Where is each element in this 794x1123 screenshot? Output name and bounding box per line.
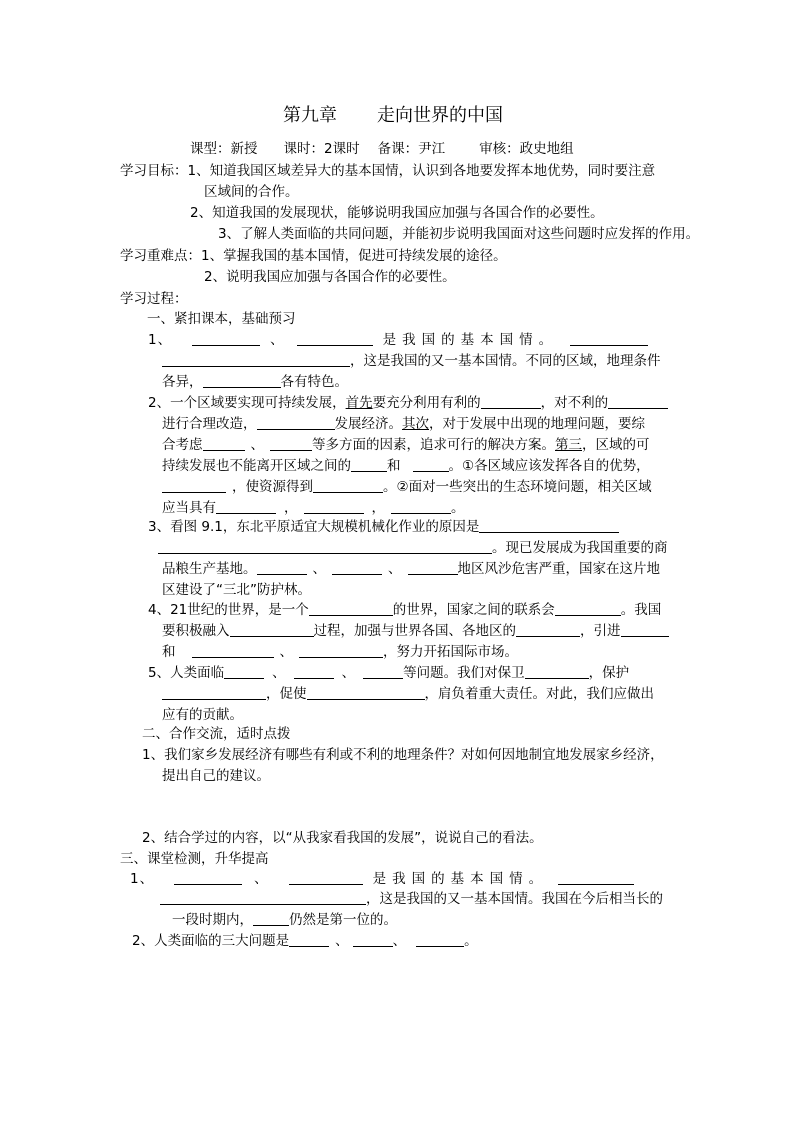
q5-line-1: 5、人类面临 、 、 等问题。我们对保卫 ，保护 — [148, 665, 630, 681]
key-label: 学习重难点： — [120, 248, 201, 264]
blank[interactable] — [391, 498, 451, 514]
q3-line-1: 3、看图 9.1，东北平原适宜大规模机械化作业的原因是 — [148, 517, 619, 537]
goals-line-1b: 区域间的合作。 — [204, 184, 299, 200]
blank[interactable] — [253, 910, 289, 926]
blank[interactable] — [270, 435, 312, 451]
blank[interactable] — [203, 372, 281, 388]
goals-line-1: 学习目标：1、知道我国区域差异大的基本国情，认识到各地要发挥本地优势，同时要注意 — [120, 163, 656, 179]
lesson-type: 课型：新授 — [190, 141, 258, 157]
q3-line-3: 品粮生产基地。 、 、 地区风沙危害严重，国家在这片地 — [162, 561, 660, 577]
q3-line-4: 区建设了“三北”防护林。 — [162, 582, 311, 598]
blank[interactable] — [257, 414, 335, 430]
page-title — [283, 104, 503, 128]
blank[interactable] — [162, 684, 266, 700]
blank[interactable] — [332, 559, 382, 575]
t1-line-2: ，这是我国的又一基本国情。我国在今后相当长的 — [160, 889, 663, 909]
key-line-2: 2、说明我国应加强与各国合作的必要性。 — [204, 269, 456, 285]
blank[interactable] — [608, 393, 668, 409]
q4-line-1: 4、21世纪的世界，是一个 的世界，国家之间的联系会 。我国 — [148, 602, 662, 618]
blank[interactable] — [621, 621, 669, 637]
chapter-name: 走向世界的中国 — [377, 105, 503, 126]
blank[interactable] — [307, 684, 425, 700]
blank[interactable] — [160, 889, 366, 905]
blank[interactable] — [297, 330, 373, 346]
blank[interactable] — [413, 456, 449, 472]
blank[interactable] — [162, 351, 350, 367]
blank[interactable] — [416, 931, 464, 947]
blank[interactable] — [192, 330, 260, 346]
section-1-heading: 一、紧扣课本，基础预习 — [147, 311, 296, 327]
blank[interactable] — [516, 621, 580, 637]
goals-label: 学习目标： — [120, 163, 188, 179]
chapter-number: 第九章 — [283, 105, 337, 126]
q5-line-2: ，促使 ，肩负着重大责任。对此，我们应做出 — [162, 684, 654, 704]
q2-line-5: ，使资源得到 。②面对一些突出的生态环境问题，相关区域 — [162, 477, 652, 497]
goals-line-3: 3、了解人类面临的共同问题，并能初步说明我国面对这些问题时应发挥的作用。 — [218, 226, 700, 242]
blank[interactable] — [408, 559, 458, 575]
q1-line-3: 各异， 各有特色。 — [162, 374, 348, 390]
blank[interactable] — [289, 869, 363, 885]
blank[interactable] — [481, 393, 541, 409]
key-line-1: 学习重难点：1、掌握我国的基本国情，促进可持续发展的途径。 — [120, 248, 507, 264]
q2-line-4: 持续发展也不能离开区域之间的 和 。①各区域应该发挥各自的优势， — [162, 458, 650, 474]
process-label: 学习过程： — [120, 291, 188, 307]
blank[interactable] — [558, 869, 634, 885]
blank[interactable] — [304, 498, 364, 514]
goals-line-2: 2、知道我国的发展现状，能够说明我国应加强与各国合作的必要性。 — [190, 205, 604, 221]
blank[interactable] — [257, 559, 307, 575]
t2-line: 2、人类面临的三大问题是 、 、 。 — [132, 933, 478, 949]
blank[interactable] — [525, 663, 589, 679]
q2-line-3: 合考虑 、 等多方面的因素，追求可行的解决方案。第三，区域的可 — [162, 437, 650, 453]
t1-line-3: 一段时期内， 仍然是第一位的。 — [172, 912, 397, 928]
blank[interactable] — [479, 517, 619, 533]
blank[interactable] — [570, 330, 648, 346]
blank[interactable] — [313, 477, 383, 493]
q4-line-3: 和 、 ，努力开拓国际市场。 — [162, 644, 518, 660]
blank[interactable] — [351, 456, 387, 472]
q5-line-3: 应有的贡献。 — [162, 707, 243, 723]
lesson-meta — [190, 139, 574, 159]
blank[interactable] — [309, 600, 393, 616]
blank[interactable] — [192, 642, 274, 658]
blank[interactable] — [230, 621, 314, 637]
blank[interactable] — [203, 435, 245, 451]
blank[interactable] — [158, 538, 492, 554]
blank[interactable] — [294, 663, 334, 679]
blank[interactable] — [363, 663, 403, 679]
discussion-1a: 1、我们家乡发展经济有哪些有利或不利的地理条件？对如何因地制宜地发展家乡经济， — [142, 747, 664, 763]
discussion-2: 2、结合学过的内容，以“从我家看我国的发展”，说说自己的看法。 — [142, 830, 543, 846]
q2-line-2: 进行合理改造， 发展经济。其次，对于发展中出现的地理问题，要综 — [162, 416, 645, 432]
q1-line-1: 1、 、 是我国的基本国情。 — [148, 330, 648, 350]
blank[interactable] — [162, 477, 226, 493]
lesson-hours: 课时：2课时 — [283, 141, 360, 157]
section-3-heading: 三、课堂检测，升华提高 — [120, 851, 269, 867]
blank[interactable] — [174, 869, 242, 885]
blank[interactable] — [353, 931, 393, 947]
lesson-review: 审核：政史地组 — [479, 141, 574, 157]
t1-line-1: 1、 、 是我国的基本国情。 — [130, 869, 634, 889]
q2-line-1: 2、一个区域要实现可持续发展，首先要充分利用有利的 ，对不利的 — [148, 393, 668, 413]
blank[interactable] — [299, 642, 383, 658]
blank[interactable] — [289, 931, 329, 947]
q3-line-2: 。现已发展成为我国重要的商 — [158, 538, 668, 558]
lesson-prep: 备课：尹江 — [377, 141, 446, 157]
q1-line-2: ，这是我国的又一基本国情。不同的区域，地理条件 — [162, 351, 661, 371]
section-2-heading: 二、合作交流，适时点拨 — [142, 726, 291, 742]
blank[interactable] — [216, 498, 276, 514]
blank[interactable] — [555, 600, 621, 616]
discussion-1b: 提出自己的建议。 — [162, 768, 270, 784]
blank[interactable] — [224, 663, 264, 679]
q4-line-2: 要积极融入 过程，加强与世界各国、各地区的 ，引进 — [162, 621, 669, 641]
q2-line-6: 应当具有 ， ， 。 — [162, 500, 465, 516]
